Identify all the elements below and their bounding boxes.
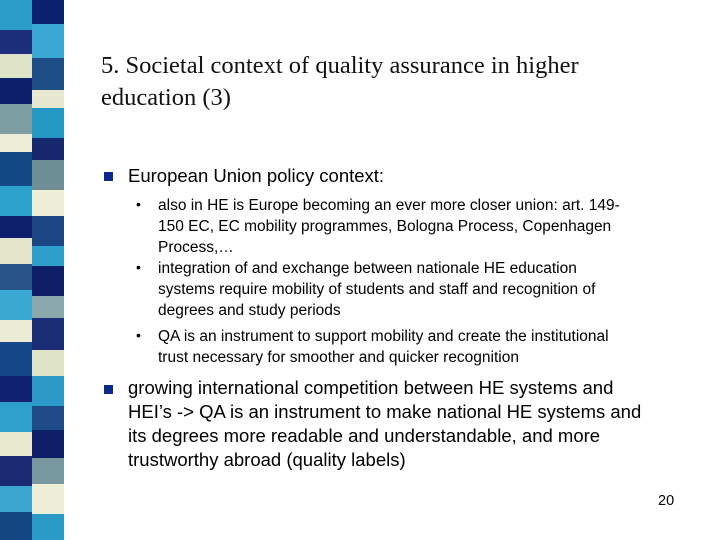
bullet-2-text bbox=[128, 376, 641, 472]
bullet-2-line-3: its degrees more readable and understandable, and more bbox=[128, 425, 601, 446]
square-bullet-icon bbox=[104, 385, 113, 394]
title-line-1: 5. Societal context of quality assurance in higher bbox=[101, 52, 579, 79]
sub-bullet-2-line-2: systems require mobility of students and staff and recognition of bbox=[158, 280, 596, 298]
bullet-1-text: European Union policy context: bbox=[128, 165, 385, 186]
sub-bullet-3-line-2: trust necessary for smoother and quicker recognition bbox=[158, 348, 519, 366]
decorative-stripe-bar bbox=[0, 0, 64, 540]
bullet-2-line-4: trustworthy abroad (quality labels) bbox=[128, 449, 406, 470]
sub-bullet-2-line-3: degrees and study periods bbox=[158, 301, 341, 319]
sub-bullet-1-line-3: Process,… bbox=[158, 238, 234, 256]
sub-bullet-2-line-1: integration of and exchange between nationale HE education bbox=[158, 260, 577, 277]
dot-bullet-icon: • bbox=[136, 259, 141, 275]
sub-bullet-2 bbox=[158, 259, 698, 321]
sub-bullet-3 bbox=[158, 327, 698, 369]
sub-bullet-1-line-1: also in HE is Europe becoming an ever more closer union: art. 149- bbox=[158, 197, 620, 214]
sub-bullet-1 bbox=[158, 196, 698, 258]
dot-bullet-icon: • bbox=[136, 196, 141, 212]
sub-bullet-1-line-2: 150 EC, EC mobility programmes, Bologna Process, Copenhagen bbox=[158, 217, 612, 235]
square-bullet-icon bbox=[104, 172, 113, 181]
dot-bullet-icon: • bbox=[136, 327, 141, 343]
page-number: 20 bbox=[658, 493, 675, 509]
bullet-2-line-1: growing international competition between HE systems and bbox=[128, 377, 614, 398]
slide-title bbox=[101, 50, 681, 114]
title-line-2: education (3) bbox=[101, 84, 231, 111]
sub-bullet-3-line-1: QA is an instrument to support mobility and create the institutional bbox=[158, 328, 609, 345]
bullet-2-line-2: HEI’s -> QA is an instrument to make national HE systems and bbox=[128, 401, 642, 422]
